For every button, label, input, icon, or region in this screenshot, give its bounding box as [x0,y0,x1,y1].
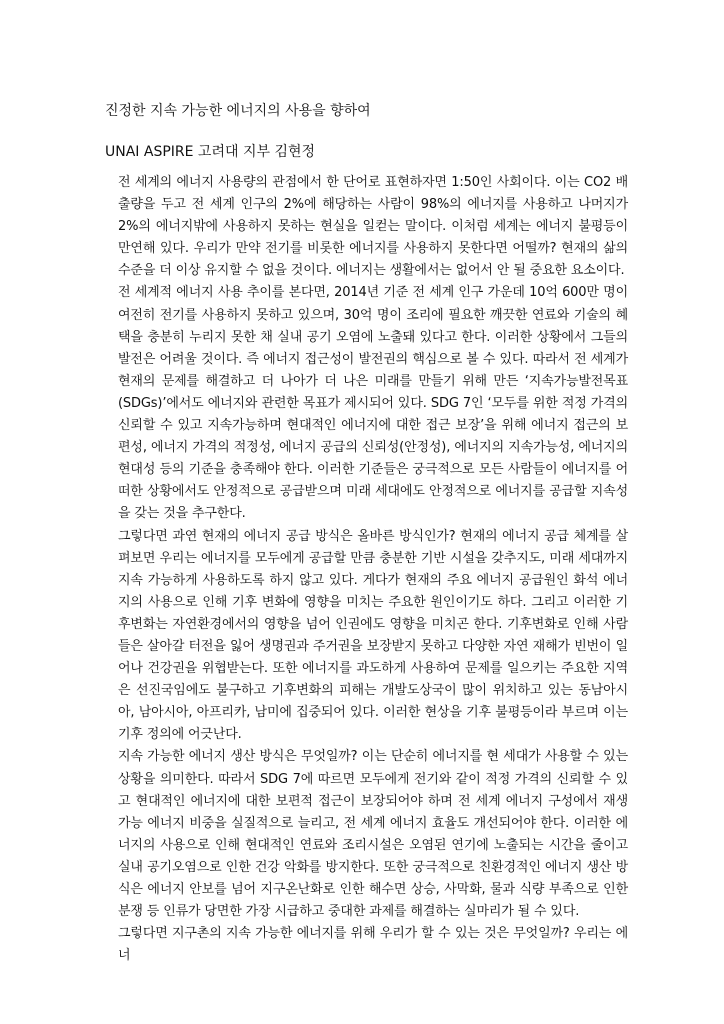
document-body [118,172,628,967]
document-author: UNAI ASPIRE 고려대 지부 김현정 [105,144,316,160]
paragraph: 전 세계의 에너지 사용량의 관점에서 한 단어로 표현하자면 1:50인 사회이다. 이는 CO2 배출량을 두고 전 세계 인구의 2%에 해당하는 사람이 98%의 에너지를 사용하고 나머지가 2%의 에너지밖에 사용하지 못하는 현실을 일컫는 말이다. 이처럼 세계는 에너지 불평등이 만연해 있다. 우리가 만약 전기를 비롯한 에너지를 사용하지 못한다면 어떨까? 현재의 삶의 수준을 더 이상 유지할 수 없을 것이다. 에너지는 생활에서는 없어서 안 될 중요한 요소이다. [118,175,628,279]
paragraph: 전 세계적 에너지 사용 추이를 본다면, 2014년 기준 전 세계 인구 가운데 10억 600만 명이 여전히 전기를 사용하지 못하고 있으며, 30억 명이 조리에 필요한 깨끗한 연료와 기술의 혜택을 충분히 누리지 못한 채 실내 공기 오염에 노출돼 있다고 한다. 이러한 상황에서 그들의 발전은 어려울 것이다. 즉 에너지 접근성이 발전권의 핵심으로 볼 수 있다. 따라서 전 세계가 현재의 문제를 해결하고 더 나아가 더 나은 미래를 만들기 위해 만든 ‘지속가능발전목표(SDGs)’에서도 에너지와 관련한 목표가 제시되어 있다. SDG 7인 ‘모두를 위한 적정 가격의 신뢰할 수 있고 지속가능하며 현대적인 에너지에 대한 접근 보장’을 위해 에너지 접근의 보편성, 에너지 가격의 적정성, 에너지 공급의 신뢰성(안정성), 에너지의 지속가능성, 에너지의 현대성 등의 기준을 충족해야 한다. 이러한 기준들은 궁극적으로 모든 사람들이 에너지를 어떠한 상황에서도 안정적으로 공급받으며 미래 세대에도 안정적으로 에너지를 공급할 지속성을 갖는 것을 추구한다. [118,285,628,522]
document-title: 진정한 지속 가능한 에너지의 사용을 향하여 [105,103,371,119]
paragraph: 그렇다면 과연 현재의 에너지 공급 방식은 올바른 방식인가? 현재의 에너지 공급 체계를 살펴보면 우리는 에너지를 모두에게 공급할 만큼 충분한 기반 시설을 갖추지도, 미래 세대까지 지속 가능하게 사용하도록 하지 않고 있다. 게다가 현재의 주요 에너지 공급원인 화석 에너지의 사용으로 인해 기후 변화에 영향을 미치는 주요한 원인이기도 하다. 그리고 이러한 기후변화는 자연환경에서의 영향을 넘어 인권에도 영향을 미치곤 한다. 기후변화로 인해 사람들은 살아갈 터전을 잃어 생명권과 주거권을 보장받지 못하고 다양한 자연 재해가 빈번이 일어나 건강권을 위협받는다. 또한 에너지를 과도하게 사용하여 문제를 일으키는 주요한 지역은 선진국임에도 불구하고 기후변화의 피해는 개발도상국이 많이 위치하고 있는 동남아시아, 남아시아, 아프리카, 남미에 집중되어 있다. 이러한 현상을 기후 불평등이라 부르며 이는 기후 정의에 어긋난다. [118,528,628,743]
paragraph: 지속 가능한 에너지 생산 방식은 무엇일까? 이는 단순히 에너지를 현 세대가 사용할 수 있는 상황을 의미한다. 따라서 SDG 7에 따르면 모두에게 전기와 같이 적정 가격의 신뢰할 수 있고 현대적인 에너지에 대한 보편적 접근이 보장되어야 하며 전 세계 에너지 구성에서 재생 가능 에너지 비중을 실질적으로 늘리고, 전 세계 에너지 효율도 개선되어야 한다. 이러한 에너지의 사용으로 인해 현대적인 연료와 조리시설은 오염된 연기에 노출되는 시간을 줄이고 실내 공기오염으로 인한 건강 악화를 방지한다. 또한 궁극적으로 친환경적인 에너지 생산 방식은 에너지 안보를 넘어 지구온난화로 인한 해수면 상승, 사막화, 물과 식량 부족으로 인한 분쟁 등 인류가 당면한 가장 시급하고 중대한 과제를 해결하는 실마리가 될 수 있다. [118,749,628,920]
paragraph: 그렇다면 지구촌의 지속 가능한 에너지를 위해 우리가 할 수 있는 것은 무엇일까? 우리는 에너 [118,926,628,964]
